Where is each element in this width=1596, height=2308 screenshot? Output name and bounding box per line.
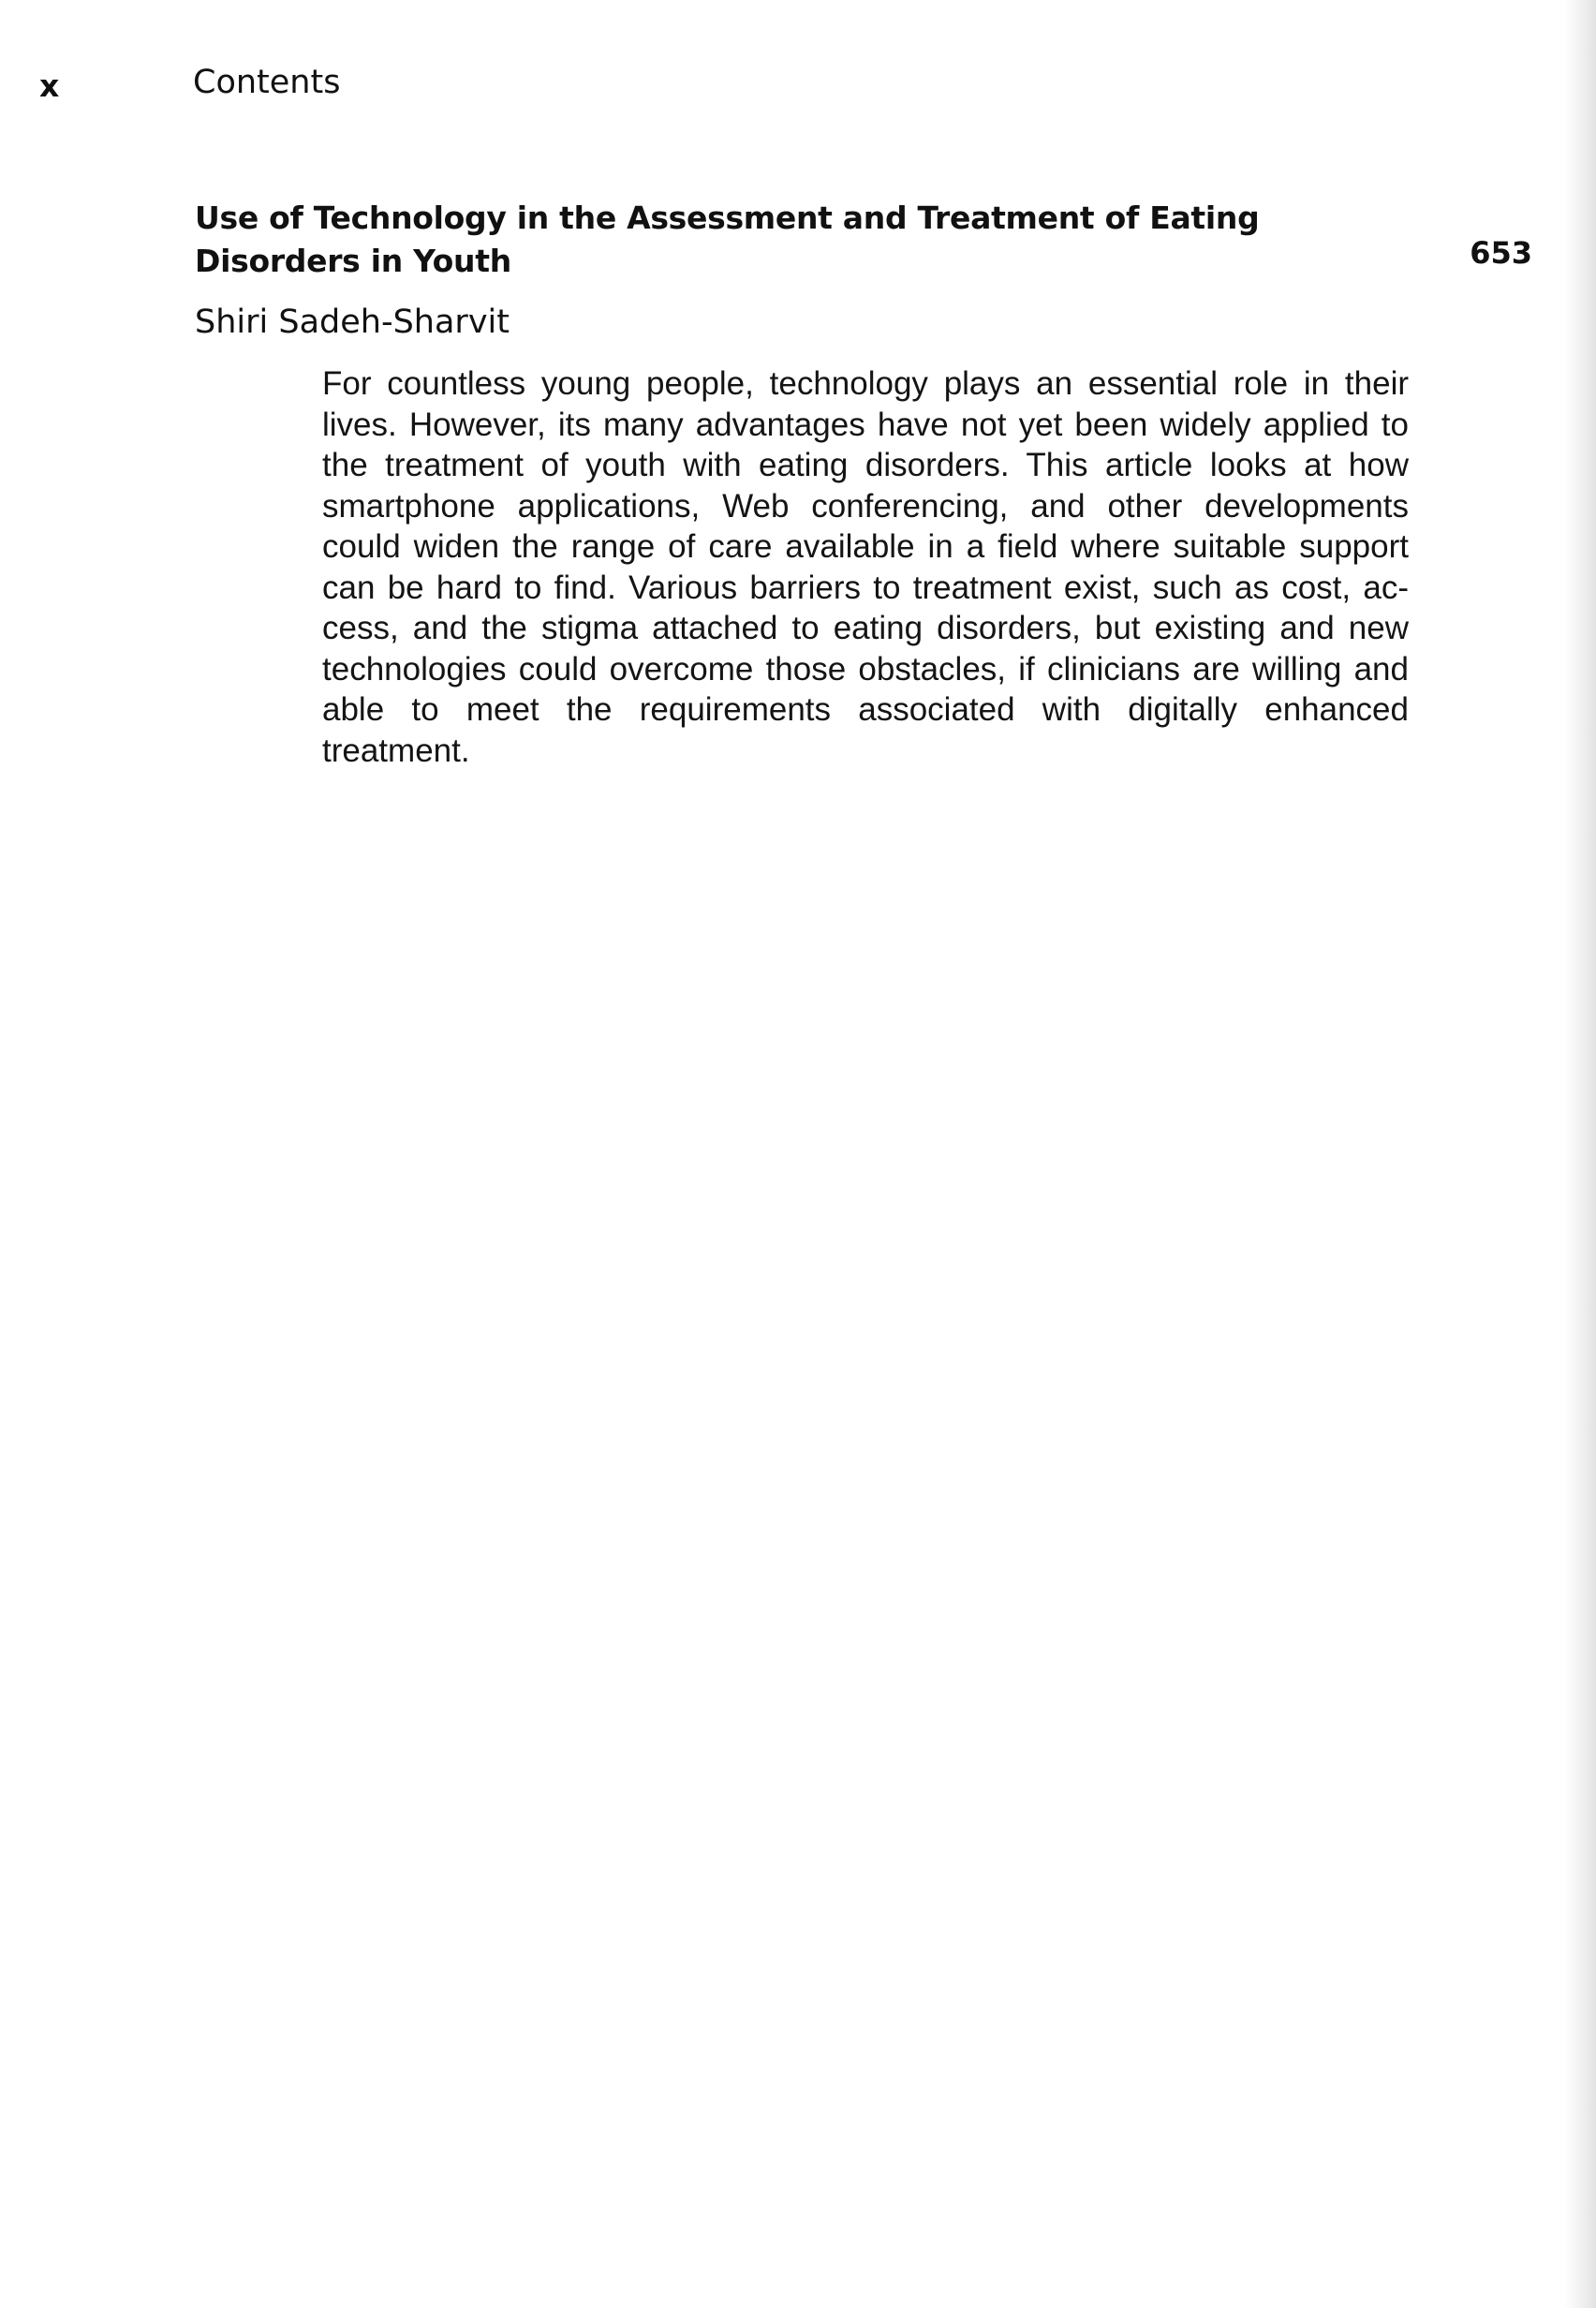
entry-author: Shiri Sadeh-Sharvit xyxy=(195,303,510,341)
entry-title[interactable]: Use of Technology in the Assessment and Treatment of Eating Disorders in Youth xyxy=(195,200,1260,279)
entry-abstract: For countless young people, technology plays an essential role in their lives. However, its many advantages have not yet been widely applied to the treatment of youth with eating disorders. This article looks at how smartphone applications, Web conferencing, and other developments could widen the range of care available in a field where suitable support can be hard to find. Various barriers to treatment exist, such as cost, access, and the stigma attached to eating disorders, but existing and new technologies could overcome those obstacles, if clinicians are willing and able to meet the requirements associated with digitally enhanced treatment. xyxy=(322,365,1409,769)
page-edge-shadow xyxy=(1564,0,1596,2308)
entry-page-number[interactable]: 653 xyxy=(1470,235,1532,271)
running-head: Contents xyxy=(193,64,341,101)
page-folio: x xyxy=(39,67,60,104)
